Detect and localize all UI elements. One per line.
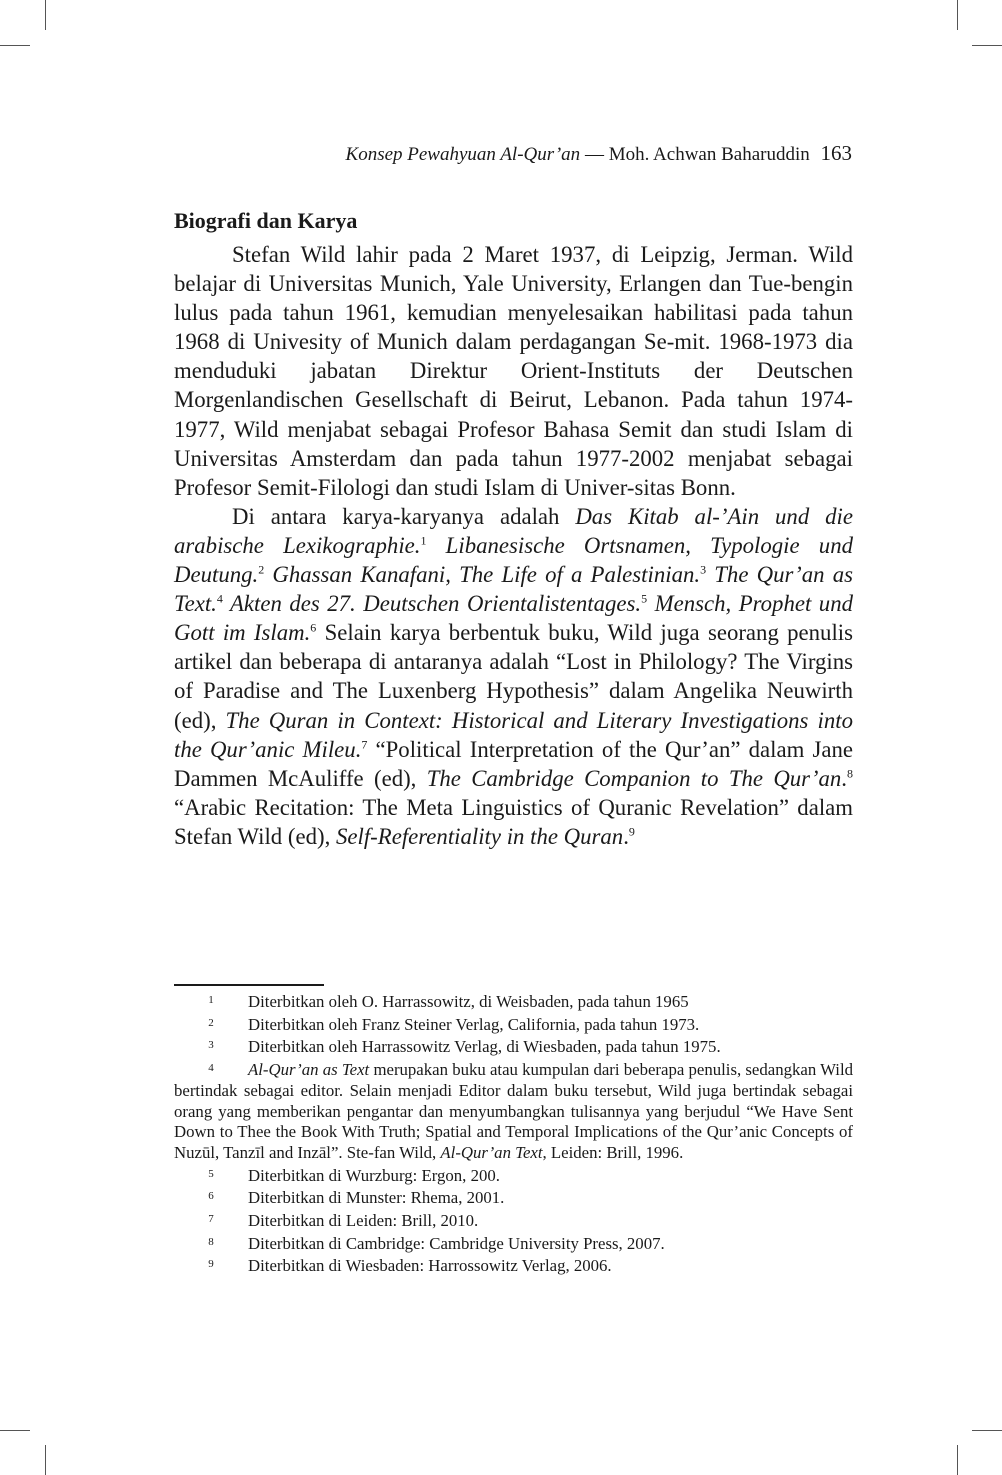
text-run: Di antara karya-karyanya adalah <box>232 503 576 529</box>
footnote-text: Diterbitkan oleh Harrassowitz Verlag, di Wiesbaden, pada tahun 1975. <box>248 1037 721 1057</box>
paragraph-works <box>174 502 853 851</box>
footnote-ref[interactable]: 5 <box>641 591 648 606</box>
footnote-ref[interactable]: 9 <box>628 824 635 839</box>
text-run: Selain karya berbentuk buku, Wild juga seorang penulis artikel dan beberapa di antaranya adalah “Lost in Philology? The Virgins of Paradise and The Luxenberg Hypothesis” dalam Angelika Neuwirth (ed), <box>174 620 853 733</box>
footnote-number: 7 <box>208 1213 214 1226</box>
text-run: “Political Interpretation of the Qur’an” dalam Jane Dammen McAuliffe (ed), <box>174 736 853 791</box>
page-number: 163 <box>820 141 852 165</box>
footnote-ref[interactable]: 4 <box>216 591 223 606</box>
footnote-2 <box>174 1013 853 1036</box>
crop-mark <box>957 0 958 30</box>
footnote-3 <box>174 1035 853 1058</box>
footnote-text: Diterbitkan oleh O. Harrassowitz, di Weisbaden, pada tahun 1965 <box>248 992 689 1011</box>
running-head-author: — Moh. Achwan Baharuddin <box>580 144 810 165</box>
footnote-text: Diterbitkan di Wurzburg: Ergon, 200. <box>248 1165 500 1185</box>
crop-mark <box>0 45 30 46</box>
footnote-6 <box>174 1186 853 1209</box>
crop-mark <box>972 1430 1002 1431</box>
book-title: Libanesische Ortsnamen, Typologie und Deutung. <box>174 532 853 588</box>
footnote-ref[interactable]: 2 <box>258 562 265 577</box>
footnote-text: Diterbitkan di Wiesbaden: Harrossowitz Verlag, 2006. <box>248 1256 612 1276</box>
footnote-text: Diterbitkan oleh Franz Steiner Verlag, California, pada tahun 1973. <box>248 1014 700 1034</box>
book-title: Self-Referentiality in the Quran <box>336 823 624 849</box>
book-title: Akten des 27. Deutschen Orientalistentages. <box>222 591 642 617</box>
book-title: Mensch, Prophet und Gott im Islam. <box>174 591 853 646</box>
book-title: The Qur’an as Text. <box>174 562 854 617</box>
footnote-7 <box>174 1209 853 1232</box>
running-head <box>346 141 852 166</box>
footnote-number: 8 <box>208 1235 214 1248</box>
main-text <box>174 206 853 851</box>
footnote-number: 1 <box>208 994 214 1006</box>
footnote-number: 2 <box>208 1016 214 1029</box>
footnote-ref[interactable]: 3 <box>700 562 707 577</box>
book-title: The Quran in Context: Historical and Literary Investigations into the Qur’anic Mileu. <box>174 707 853 762</box>
text-run: . <box>841 765 847 791</box>
book-title: Al-Qur’an as Text <box>248 1060 370 1080</box>
footnote-ref[interactable]: 7 <box>361 737 368 751</box>
section-heading: Biografi dan Karya <box>174 208 358 233</box>
footnote-8 <box>174 1232 853 1255</box>
crop-mark <box>0 1430 30 1431</box>
footnote-ref[interactable]: 6 <box>310 620 317 635</box>
crop-mark <box>45 0 46 30</box>
footnote-ref[interactable]: 1 <box>420 533 427 548</box>
crop-mark <box>957 1445 958 1475</box>
footnote-number: 9 <box>208 1258 214 1271</box>
footnote-1 <box>174 990 853 1013</box>
text-run: “Arabic Recitation: The Meta Linguistics of Quranic Revelation” dalam Stefan Wild (ed), <box>174 794 853 849</box>
running-head-title: Konsep Pewahyuan Al-Qur’an <box>345 144 581 165</box>
book-title: Ghassan Kanafani, The Life of a Palestinian. <box>264 562 701 588</box>
book-title: Al-Qur’an Text <box>440 1142 543 1162</box>
footnote-text: Diterbitkan di Munster: Rhema, 2001. <box>248 1188 505 1208</box>
footnote-text: , Leiden: Brill, 1996. <box>542 1142 684 1162</box>
footnote-text: Diterbitkan di Leiden: Brill, 2010. <box>248 1211 479 1231</box>
footnote-text: merupakan buku atau kumpulan dari beberapa penulis, sedangkan Wild bertindak sebagai editor. Selain menjadi Editor dalam buku tersebut, Wild juga bertindak sebagai orang yang memberikan pengantar dan menyumbangkan tulisannya yang berjudul “We Have Sent Down to Thee the Book With Truth; Spatial and Temporal Implications of the Qur’anic Concepts of Nuzūl, Tanzīl and Inzāl”. Ste-fan Wild, <box>174 1060 853 1162</box>
footnote-number: 6 <box>208 1190 214 1203</box>
footnote-9 <box>174 1254 853 1277</box>
crop-mark <box>972 45 1002 46</box>
footnote-text: Diterbitkan di Cambridge: Cambridge University Press, 2007. <box>248 1233 665 1253</box>
footnote-number: 4 <box>208 1062 214 1075</box>
text-run: . <box>623 823 629 849</box>
footnote-rule <box>174 984 324 986</box>
footnote-ref[interactable]: 8 <box>846 766 853 781</box>
crop-mark <box>45 1445 46 1475</box>
paragraph-biography: Stefan Wild lahir pada 2 Maret 1937, di Leipzig, Jerman. Wild belajar di Universitas Munich, Yale University, Erlangen dan Tue-bengin lulus pada tahun 1961, kemudian menyelesaikan habilitasi pada tahun 1968 di Univesity of Munich dalam perdagangan Se-mit. 1968-1973 dia menduduki jabatan Direktur Orient-Instituts der Deutschen Morgenlandischen Gesellschaft di Beirut, Lebanon. Pada tahun 1974-1977, Wild menjabat sebagai Profesor Bahasa Semit dan studi Islam di Universitas Amsterdam dan pada tahun 1977-2002 menjabat sebagai Profesor Semit-Filologi dan studi Islam di Univer-sitas Bonn. <box>174 242 853 500</box>
footnote-5 <box>174 1164 853 1187</box>
footnote-4 <box>174 1058 853 1164</box>
footnotes <box>174 990 853 1277</box>
footnote-number: 3 <box>208 1039 214 1052</box>
book-title: Das Kitab al-’Ain und die arabische Lexikographie. <box>174 503 853 558</box>
book-title: The Cambridge Companion to The Qur’an <box>426 765 842 791</box>
footnote-number: 5 <box>208 1167 214 1180</box>
